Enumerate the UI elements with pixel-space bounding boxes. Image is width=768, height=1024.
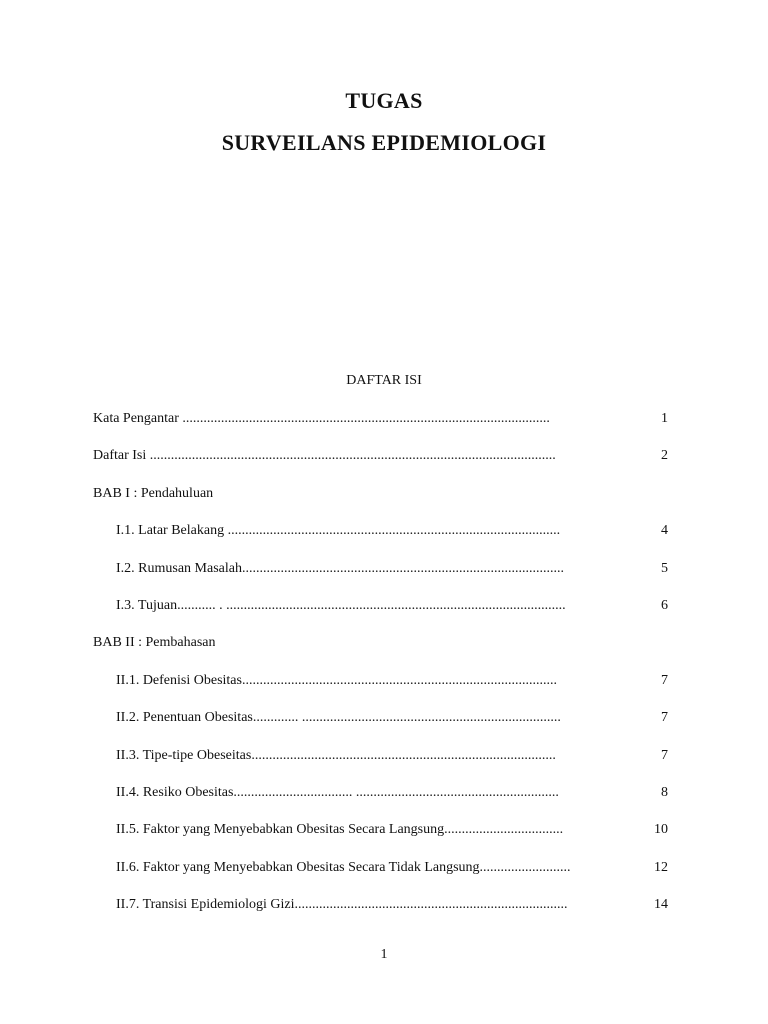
toc-entry-label: II.2. Penentuan Obesitas............. ..........................................................................: [116, 710, 561, 726]
toc-entry-page-number: 8: [661, 785, 668, 800]
page-number: 1: [380, 947, 388, 962]
toc-entry-label: Kata Pengantar .........................................................................................................: [93, 411, 550, 426]
toc-entry: [116, 520, 668, 542]
toc-entry: [93, 483, 668, 505]
toc-entry: [116, 857, 668, 879]
toc-entry-label: II.7. Transisi Epidemiologi Gizi..............................................................................: [116, 897, 568, 913]
toc-entry: [116, 595, 668, 617]
toc-entry-page-number: 7: [661, 747, 668, 763]
toc-entry-label: II.3. Tipe-tipe Obeseitas.......................................................................................: [116, 747, 556, 763]
toc-entry-label: II.4. Resiko Obesitas.................................. ..........................................................: [116, 785, 559, 800]
document-title-line-1: TUGAS: [345, 88, 423, 113]
toc-entry-page-number: 14: [654, 897, 668, 913]
toc-entry-label: II.5. Faktor yang Menyebabkan Obesitas Secara Langsung..................................: [116, 822, 564, 838]
toc-entry-page-number: 2: [661, 448, 668, 464]
toc-entry-label: BAB I : Pendahuluan: [93, 485, 214, 501]
toc-entry: [116, 819, 668, 841]
toc-entry-page-number: 7: [661, 710, 668, 726]
toc-entry: [93, 408, 668, 430]
toc-entry-label: I.2. Rumusan Masalah............................................................................................: [116, 560, 564, 576]
toc-entry-page-number: 10: [654, 822, 668, 838]
toc-entry-page-number: 4: [661, 523, 668, 539]
toc-entry: [116, 894, 668, 916]
toc-entry-label: Daftar Isi ....................................................................................................................: [93, 448, 556, 464]
toc-entry-label: I.3. Tujuan........... . .................................................................................................: [116, 598, 566, 613]
toc-entry-page-number: 6: [661, 598, 668, 613]
toc-entry: [116, 558, 668, 580]
toc-entry-page-number: 12: [654, 859, 668, 875]
toc-entry: [116, 707, 668, 729]
toc-entry: [93, 445, 668, 467]
toc-entry-page-number: 5: [661, 560, 668, 576]
toc-entry: [116, 745, 668, 767]
toc-entry-page-number: 1: [661, 411, 668, 426]
toc-heading: DAFTAR ISI: [346, 373, 422, 388]
toc-entry: [116, 782, 668, 804]
toc-entry-label: II.6. Faktor yang Menyebabkan Obesitas Secara Tidak Langsung..........................: [116, 859, 571, 875]
document-title-line-2: SURVEILANS EPIDEMIOLOGI: [221, 130, 547, 155]
toc-entry-label: II.1. Defenisi Obesitas..........................................................................................: [116, 672, 557, 688]
toc-entry-page-number: 7: [661, 672, 668, 688]
toc-entry: [93, 632, 668, 654]
toc-entry: [116, 670, 668, 692]
toc-entry-label: BAB II : Pembahasan: [93, 635, 216, 651]
toc-entry-label: I.1. Latar Belakang ...............................................................................................: [116, 523, 561, 539]
